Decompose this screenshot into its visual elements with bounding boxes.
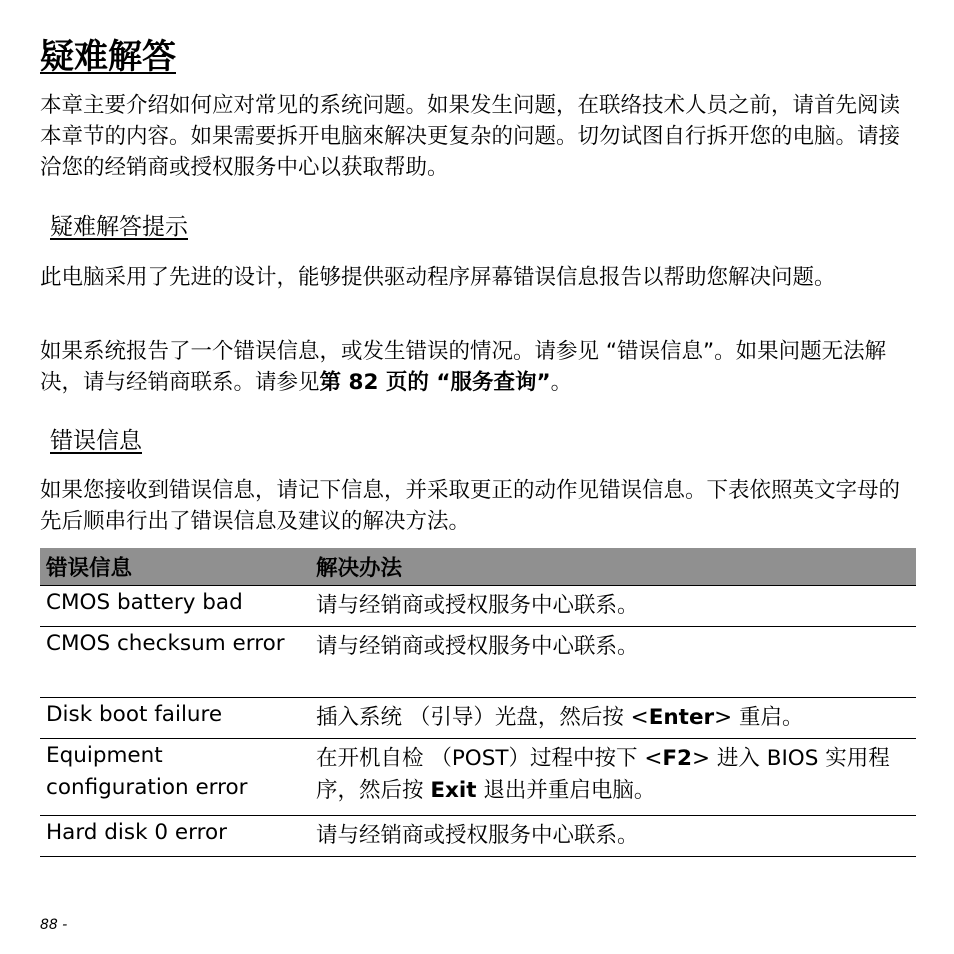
error-messages-table — [40, 548, 916, 857]
service-reference-link[interactable]: 第 82 页的 “服务查询” — [319, 370, 551, 395]
tips-paragraph-1: 此电脑采用了先进的设计，能够提供驱动程序屏幕错误信息报告以帮助您解决问题。 — [40, 265, 836, 290]
solution-text: > 重启。 — [714, 705, 804, 730]
table-header-error-message: 错误信息 — [40, 548, 310, 586]
error-message-cell: Disk boot failure — [40, 698, 310, 739]
table-header-row — [40, 548, 916, 586]
page-number: 88 - — [40, 917, 68, 933]
solution-text: 退出并重启电脑。 — [476, 778, 656, 803]
exit-key-label: Exit — [430, 778, 477, 803]
table-row — [40, 586, 916, 627]
error-message-cell: Equipment configuration error — [40, 739, 310, 816]
solution-cell: 请与经销商或授权服务中心联系。 — [310, 627, 916, 698]
error-message-cell: Hard disk 0 error — [40, 816, 310, 857]
errors-heading: 错误信息 — [50, 428, 142, 454]
solution-cell — [310, 739, 916, 816]
solution-cell: 请与经销商或授权服务中心联系。 — [310, 586, 916, 627]
solution-cell: 请与经销商或授权服务中心联系。 — [310, 816, 916, 857]
f2-key-label: F2 — [662, 746, 693, 771]
table-row — [40, 739, 916, 816]
solution-text: 插入系统 （引导）光盘，然后按 < — [316, 705, 649, 730]
tips-paragraph-2-end: 。 — [550, 370, 573, 395]
tips-heading: 疑难解答提示 — [50, 214, 188, 240]
tips-paragraph-2-text: 如果系统报告了一个错误信息，或发生错误的情况。请参见 “错误信息”。如果问题无法解决，请与经销商联系。请参见 — [40, 339, 887, 395]
table-row — [40, 816, 916, 857]
intro-paragraph: 本章主要介绍如何应对常见的系统问题。如果发生问题，在联络技术人员之前，请首先阅读本章节的内容。如果需要拆开电脑來解决更复杂的问题。切勿试图自行拆开您的电脑。请接洽您的经销商或授权服务中心以获取帮助。 — [40, 93, 901, 180]
enter-key-label: Enter — [648, 705, 715, 730]
tips-paragraph-2 — [40, 336, 916, 398]
table-row — [40, 698, 916, 739]
page-title: 疑难解答 — [40, 37, 176, 77]
solution-cell — [310, 698, 916, 739]
error-message-cell: CMOS battery bad — [40, 586, 310, 627]
error-message-cell: CMOS checksum error — [40, 627, 310, 698]
solution-text: > 进入 BIOS 实用程序，然后按 — [316, 746, 890, 803]
table-row — [40, 627, 916, 698]
table-header-solution: 解决办法 — [310, 548, 916, 586]
errors-paragraph: 如果您接收到错误信息，请记下信息，并采取更正的动作见错误信息。下表依照英文字母的先后顺串行出了错误信息及建议的解决方法。 — [40, 478, 901, 534]
solution-text: 在开机自检 （POST）过程中按下 < — [316, 746, 663, 771]
